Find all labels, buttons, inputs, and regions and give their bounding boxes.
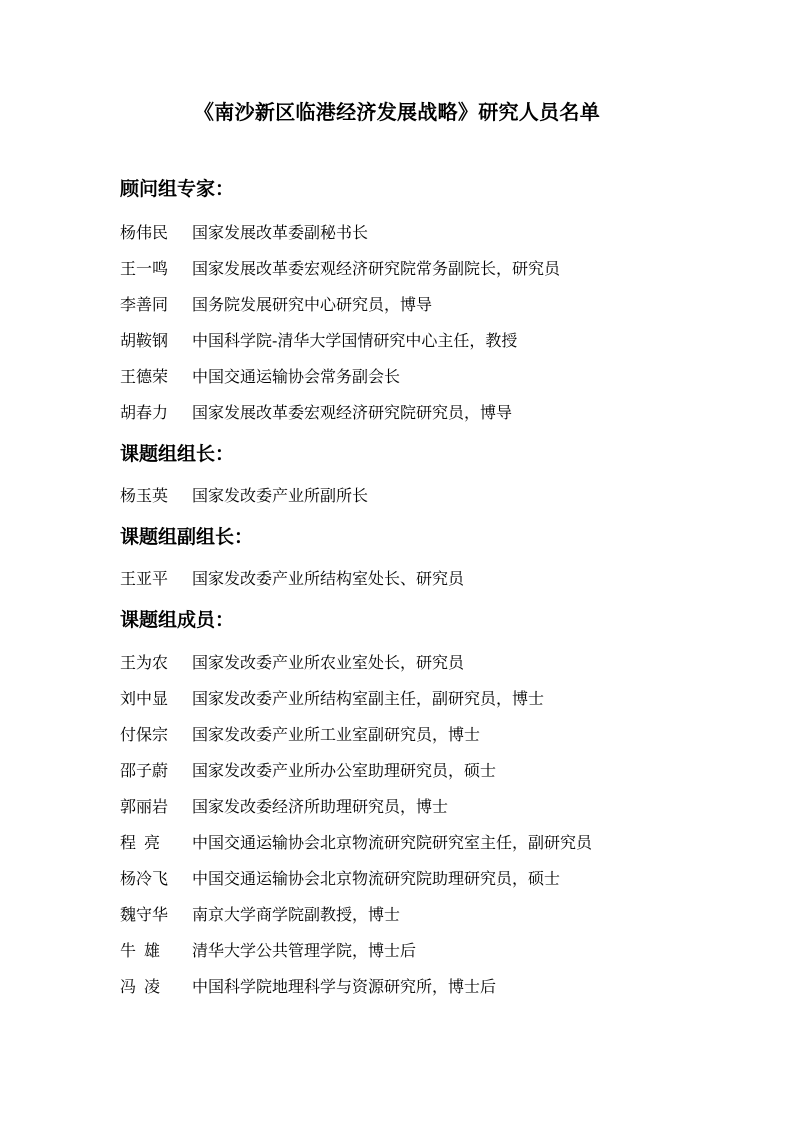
member-role: 国家发改委产业所结构室副主任，副研究员，博士 bbox=[192, 689, 545, 708]
member-role: 中国科学院-清华大学国情研究中心主任，教授 bbox=[192, 331, 518, 350]
member-name: 冯凌 bbox=[120, 977, 169, 996]
member-name: 郭丽岩 bbox=[120, 797, 169, 816]
member-role: 国家发展改革委宏观经济研究院研究员，博导 bbox=[192, 403, 513, 422]
member-role: 国家发改委产业所工业室副研究员，博士 bbox=[192, 725, 481, 744]
member-role: 国家发改委产业所副所长 bbox=[192, 486, 369, 505]
section-heading-deputy-leader: 课题组副组长： bbox=[120, 526, 254, 548]
member-name: 杨玉英 bbox=[120, 486, 169, 505]
member-role: 中国交通运输协会常务副会长 bbox=[192, 367, 401, 386]
member-name: 刘中显 bbox=[120, 689, 169, 708]
member-role: 中国交通运输协会北京物流研究院研究室主任，副研究员 bbox=[192, 833, 593, 852]
page-title: 《南沙新区临港经济发展战略》研究人员名单 bbox=[194, 100, 600, 124]
member-row bbox=[120, 327, 517, 355]
member-role: 国家发展改革委宏观经济研究院常务副院长，研究员 bbox=[192, 259, 561, 278]
member-row bbox=[120, 793, 448, 821]
member-role: 南京大学商学院副教授，博士 bbox=[192, 905, 401, 924]
member-row bbox=[120, 255, 560, 283]
member-role: 国家发改委产业所结构室处长、研究员 bbox=[192, 569, 465, 588]
member-row bbox=[120, 757, 496, 785]
member-role: 中国交通运输协会北京物流研究院助理研究员，硕士 bbox=[192, 869, 561, 888]
member-role: 国家发改委经济所助理研究员，博士 bbox=[192, 797, 449, 816]
member-row bbox=[120, 363, 400, 391]
member-role: 清华大学公共管理学院，博士后 bbox=[192, 941, 417, 960]
member-row bbox=[120, 721, 480, 749]
member-role: 国家发改委产业所办公室助理研究员，硕士 bbox=[192, 761, 497, 780]
member-name: 王一鸣 bbox=[120, 259, 169, 278]
member-name: 王为农 bbox=[120, 653, 169, 672]
member-row bbox=[120, 973, 496, 1001]
member-name: 王亚平 bbox=[120, 569, 169, 588]
member-row bbox=[120, 937, 416, 965]
member-role: 国家发改委产业所农业室处长，研究员 bbox=[192, 653, 465, 672]
member-row bbox=[120, 399, 512, 427]
member-row bbox=[120, 219, 368, 247]
member-name: 程亮 bbox=[120, 833, 169, 852]
member-row bbox=[120, 482, 368, 510]
section-heading-advisors: 顾问组专家： bbox=[120, 178, 235, 200]
member-row bbox=[120, 685, 544, 713]
section-heading-members: 课题组成员： bbox=[120, 609, 235, 631]
member-role: 国务院发展研究中心研究员，博导 bbox=[192, 295, 433, 314]
member-name: 付保宗 bbox=[120, 725, 169, 744]
member-role: 中国科学院地理科学与资源研究所，博士后 bbox=[192, 977, 497, 996]
member-row bbox=[120, 291, 432, 319]
member-name: 魏守华 bbox=[120, 905, 169, 924]
member-row bbox=[120, 901, 400, 929]
member-role: 国家发展改革委副秘书长 bbox=[192, 223, 369, 242]
member-name: 牛雄 bbox=[120, 941, 169, 960]
member-row bbox=[120, 865, 560, 893]
section-heading-leader: 课题组组长： bbox=[120, 443, 235, 465]
member-row bbox=[120, 829, 592, 857]
member-name: 杨冷飞 bbox=[120, 869, 169, 888]
member-name: 李善同 bbox=[120, 295, 169, 314]
member-row bbox=[120, 565, 464, 593]
member-name: 王德荣 bbox=[120, 367, 169, 386]
member-name: 杨伟民 bbox=[120, 223, 169, 242]
member-row bbox=[120, 649, 464, 677]
member-name: 胡鞍钢 bbox=[120, 331, 169, 350]
member-name: 胡春力 bbox=[120, 403, 169, 422]
member-name: 邵子蔚 bbox=[120, 761, 169, 780]
